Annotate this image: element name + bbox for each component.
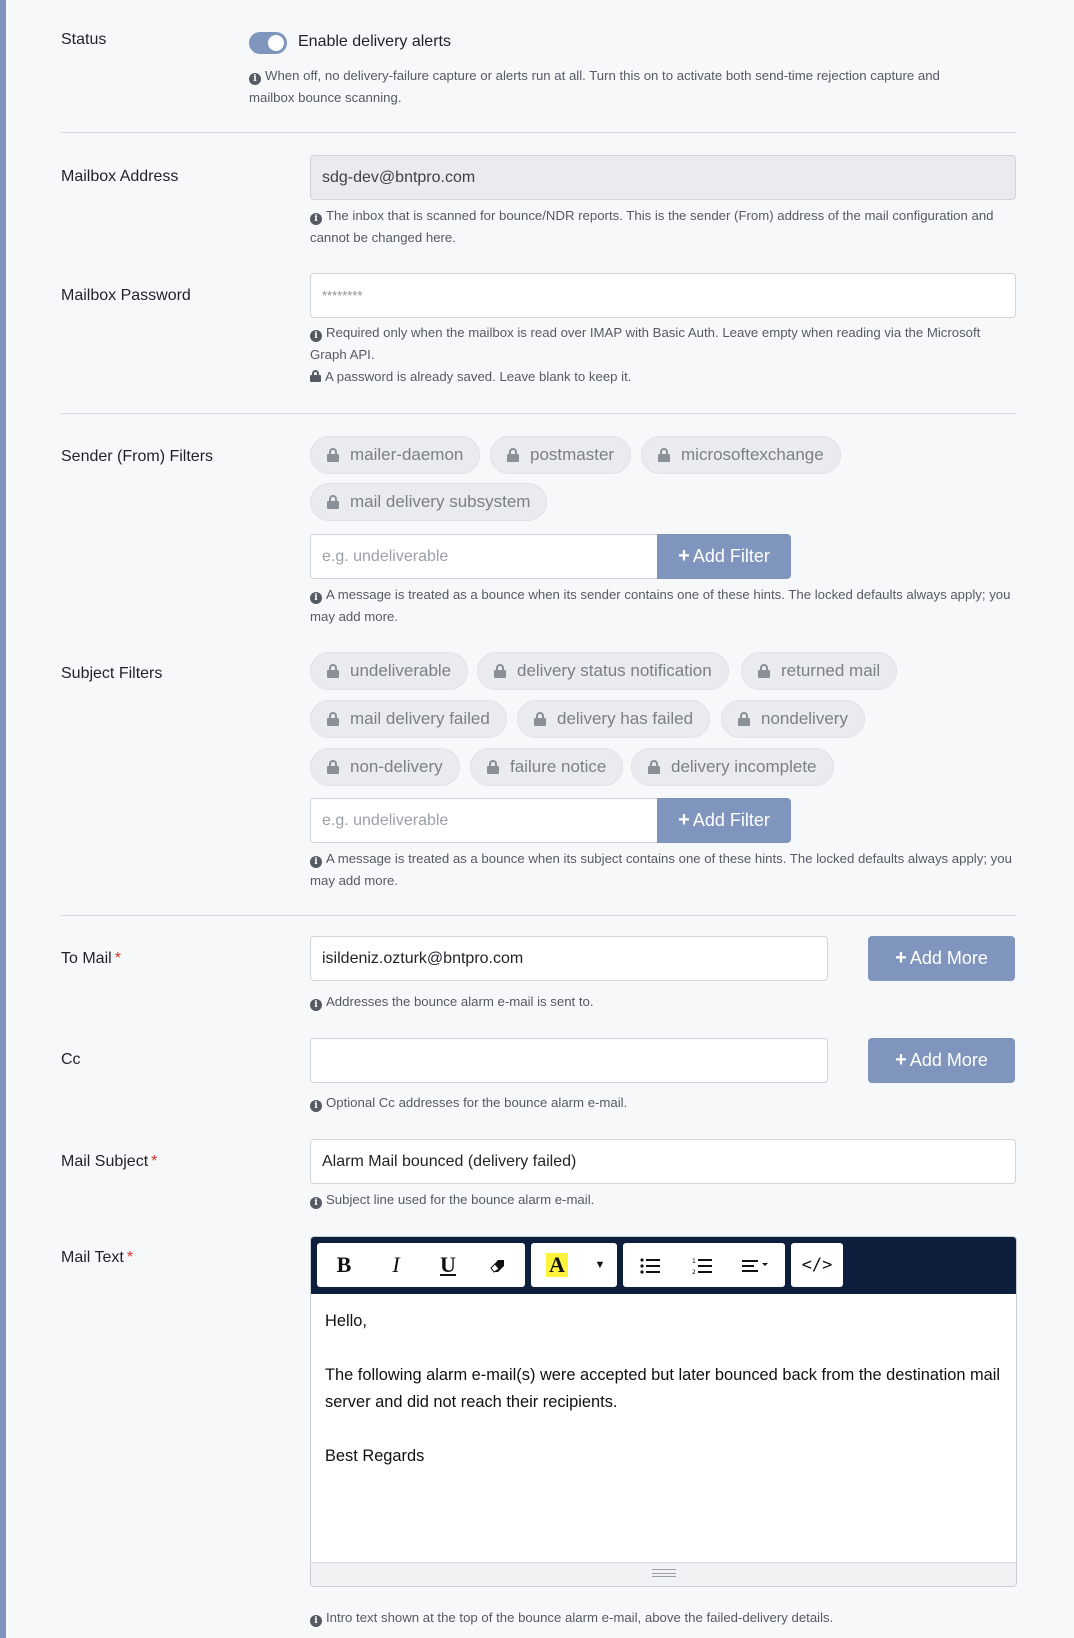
bold-button[interactable]: B: [336, 1252, 352, 1277]
svg-text:2: 2: [692, 1269, 696, 1276]
add-subject-filter-button[interactable]: + Add Filter: [657, 798, 791, 843]
info-icon: i: [310, 213, 322, 225]
lock-icon: [494, 664, 506, 678]
mailbox-address-label: Mailbox Address: [61, 168, 179, 185]
plus-icon: +: [895, 1049, 907, 1071]
numbered-list-icon: [692, 1257, 712, 1275]
plus-icon: +: [678, 545, 690, 567]
lock-icon: [648, 760, 660, 774]
unordered-list-button[interactable]: [625, 1243, 675, 1287]
color-dropdown-caret-icon[interactable]: ▼: [594, 1259, 606, 1271]
editor-paragraph: Hello,: [325, 1312, 367, 1330]
subject-filter-chip: nondelivery: [721, 700, 865, 738]
section-divider: [61, 413, 1017, 414]
toggle-knob: [268, 35, 284, 51]
format-group: [317, 1243, 525, 1287]
sender-filter-input[interactable]: [310, 534, 657, 579]
delivery-alerts-toggle[interactable]: [249, 32, 287, 54]
lock-icon: [487, 760, 499, 774]
section-divider: [61, 915, 1017, 916]
sender-filter-chip: mailer-daemon: [310, 436, 480, 474]
subject-filters-help-text: A message is treated as a bounce when its subject contains one of these hints. The locked defaults always apply; you may add more.: [310, 851, 1012, 888]
info-icon: i: [310, 1615, 322, 1627]
list-group: [623, 1243, 785, 1287]
subject-filter-chip: delivery has failed: [517, 700, 710, 738]
info-icon: i: [310, 330, 322, 342]
color-group: [531, 1243, 617, 1287]
info-icon: i: [310, 592, 322, 604]
cc-input[interactable]: [310, 1038, 828, 1083]
sender-filter-chip: microsoftexchange: [641, 436, 841, 474]
subject-filter-chip: delivery incomplete: [631, 748, 834, 786]
lock-icon: [327, 712, 339, 726]
sender-filters-label: Sender (From) Filters: [61, 448, 214, 465]
cc-label: Cc: [61, 1051, 81, 1068]
lock-icon: [738, 712, 750, 726]
sender-filter-chip: mail delivery subsystem: [310, 483, 547, 521]
underline-button[interactable]: U: [440, 1252, 456, 1277]
subject-filters-label: Subject Filters: [61, 665, 163, 682]
highlight-a-icon: A: [546, 1253, 568, 1277]
mail-text-label: Mail Text *: [61, 1249, 134, 1266]
mail-text-help: [310, 1607, 1020, 1629]
section-divider: [61, 132, 1017, 133]
lock-icon: [507, 448, 519, 462]
lock-icon: [758, 664, 770, 678]
sender-filters-help-text: A message is treated as a bounce when its sender contains one of these hints. The locked defaults always apply; you may add more.: [310, 587, 1011, 624]
subject-filter-input[interactable]: [310, 798, 657, 843]
left-accent-rail: [0, 0, 6, 1638]
subject-filter-chip: returned mail: [741, 652, 897, 690]
lock-icon: [327, 760, 339, 774]
subject-filter-chip: failure notice: [470, 748, 623, 786]
editor-paragraph: Best Regards: [325, 1447, 425, 1465]
lock-icon: [658, 448, 670, 462]
subject-filter-chip: undeliverable: [310, 652, 468, 690]
status-label: Status: [61, 31, 107, 48]
to-mail-label: To Mail *: [61, 950, 121, 967]
subject-filter-chip: delivery status notification: [477, 652, 729, 690]
info-icon: i: [310, 856, 322, 868]
cc-add-more-button[interactable]: + Add More: [868, 1038, 1015, 1083]
required-mark: *: [114, 950, 121, 967]
mail-subject-input[interactable]: [310, 1139, 1016, 1184]
lock-icon: [327, 495, 339, 509]
toggle-label: Enable delivery alerts: [298, 33, 451, 50]
subject-filters-help: [310, 848, 1020, 892]
bullet-list-icon: [640, 1258, 660, 1274]
mailbox-address-input: [310, 155, 1016, 200]
lock-icon: [327, 448, 339, 462]
editor-toolbar: [311, 1237, 1017, 1294]
mail-text-help-text: Intro text shown at the top of the bounce alarm e-mail, above the failed-delivery details.: [326, 1610, 834, 1625]
cc-help-text: Optional Cc addresses for the bounce alarm e-mail.: [326, 1095, 628, 1110]
editor-content[interactable]: [311, 1294, 1017, 1564]
status-help-text: When off, no delivery-failure capture or alerts run at all. Turn this on to activate both send-time rejection capture and mailbox bounce scanning.: [249, 68, 940, 105]
editor-resize-handle[interactable]: [311, 1562, 1017, 1586]
mail-subject-help: [310, 1189, 1020, 1211]
plus-icon: +: [678, 809, 690, 831]
lock-icon: [327, 664, 339, 678]
subject-filter-chip: non-delivery: [310, 748, 460, 786]
rich-text-editor[interactable]: [310, 1236, 1017, 1587]
info-icon: i: [310, 1197, 322, 1209]
lock-icon: [534, 712, 546, 726]
svg-text:1: 1: [692, 1258, 696, 1266]
mailbox-password-help: [310, 322, 1020, 366]
mailbox-address-help-text: The inbox that is scanned for bounce/NDR reports. This is the sender (From) address of the mail configuration and cannot be changed here.: [310, 208, 994, 245]
grip-icon: [652, 1569, 676, 1577]
sender-filters-help: [310, 584, 1020, 628]
info-icon: i: [249, 73, 261, 85]
mailbox-password-label: Mailbox Password: [61, 287, 191, 304]
sender-filter-chip: postmaster: [490, 436, 631, 474]
mailbox-address-help: [310, 205, 1020, 249]
mail-subject-help-text: Subject line used for the bounce alarm e-mail.: [326, 1192, 595, 1207]
to-mail-add-more-button[interactable]: + Add More: [868, 936, 1015, 981]
clear-format-button[interactable]: [473, 1243, 523, 1287]
lock-icon: [310, 370, 321, 382]
to-mail-help: [310, 991, 1020, 1013]
italic-button[interactable]: I: [392, 1252, 400, 1277]
info-icon: i: [310, 1100, 322, 1112]
editor-paragraph: The following alarm e-mail(s) were accepted but later bounced back from the destination mail server and did not reach their recipients.: [325, 1366, 1001, 1411]
align-left-icon: [742, 1259, 770, 1273]
font-color-button[interactable]: [533, 1243, 581, 1287]
to-mail-help-text: Addresses the bounce alarm e-mail is sent to.: [326, 994, 594, 1009]
password-saved-note: [310, 366, 1020, 388]
align-dropdown-button[interactable]: [729, 1243, 783, 1287]
to-mail-input[interactable]: [310, 936, 828, 981]
required-mark: *: [126, 1249, 134, 1266]
cc-help: [310, 1092, 1020, 1114]
password-saved-text: A password is already saved. Leave blank to keep it.: [325, 369, 632, 384]
code-view-button[interactable]: </>: [801, 1255, 833, 1275]
info-icon: i: [310, 999, 322, 1011]
required-mark: *: [151, 1153, 158, 1170]
eraser-icon: [489, 1258, 507, 1274]
plus-icon: +: [895, 947, 907, 969]
add-sender-filter-button[interactable]: + Add Filter: [657, 534, 791, 579]
subject-filter-chip: mail delivery failed: [310, 700, 507, 738]
mailbox-password-help-text: Required only when the mailbox is read over IMAP with Basic Auth. Leave empty when reading via the Microsoft Graph API.: [310, 325, 981, 362]
status-help: [249, 65, 959, 109]
mailbox-password-input[interactable]: [310, 273, 1016, 318]
ordered-list-button[interactable]: [677, 1243, 727, 1287]
code-group: [791, 1243, 843, 1287]
mail-subject-label: Mail Subject *: [61, 1153, 158, 1170]
